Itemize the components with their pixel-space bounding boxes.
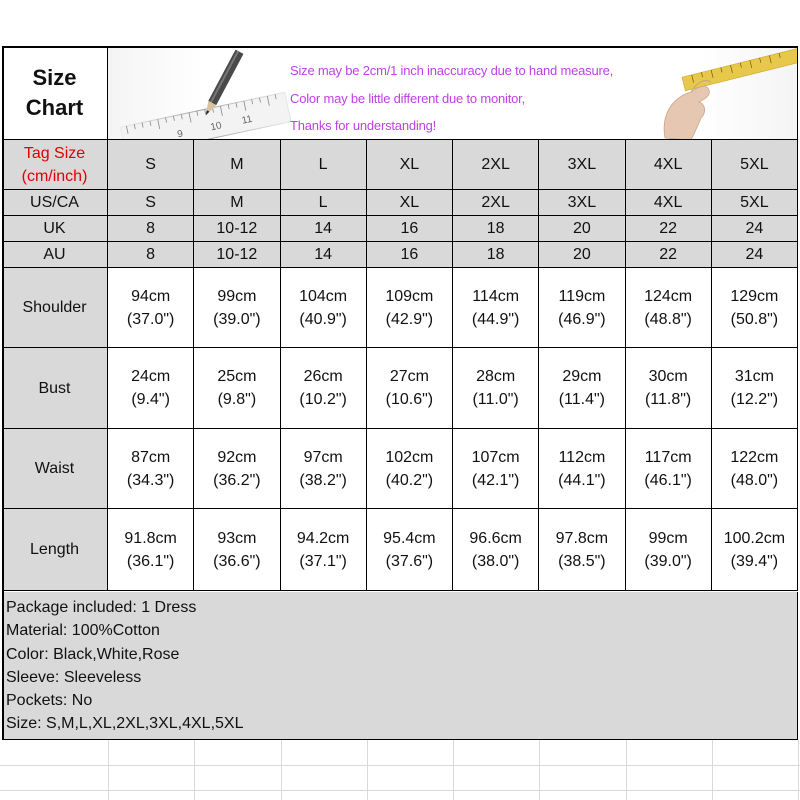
size-cell-value: 2XL <box>481 194 510 211</box>
measure-cell <box>367 348 453 429</box>
size-cell-value: 5XL <box>740 194 769 211</box>
ruler-pencil-icon <box>112 46 292 140</box>
measure-inch-value: (46.1") <box>644 471 692 489</box>
size-cell-value: L <box>318 156 328 173</box>
size-cell <box>108 190 194 216</box>
measure-inch-value: (9.4") <box>131 391 170 408</box>
ruler-mark-10: 10 <box>209 120 223 134</box>
size-cell-value: XL <box>399 194 420 211</box>
measure-cm-value: 100.2cm <box>723 529 786 547</box>
size-cell-value: S <box>145 194 156 211</box>
measure-cm-value: 91.8cm <box>124 529 177 547</box>
measure-cell <box>281 429 367 509</box>
measure-cm-value: 97cm <box>303 448 343 466</box>
measure-cell <box>453 509 539 591</box>
measure-cm-value: 27cm <box>389 368 429 385</box>
measure-cell <box>194 348 280 429</box>
hand-tape-measure-icon <box>647 46 797 140</box>
size-cell <box>108 140 194 190</box>
gridline-vertical <box>712 740 713 800</box>
gridline-vertical <box>539 740 540 800</box>
measure-cell <box>108 429 194 509</box>
measure-cm-value: 129cm <box>730 287 779 305</box>
measure-inch-value: (11.8") <box>644 391 692 408</box>
size-row-label-text: AU <box>43 246 66 263</box>
size-row-label-text: Tag Size <box>23 144 86 162</box>
size-cell <box>539 140 625 190</box>
size-cell-value: 4XL <box>653 156 683 173</box>
measure-inch-value: (38.0") <box>471 552 520 570</box>
size-chart-title-cell <box>2 46 108 140</box>
measure-cm-value: 30cm <box>648 368 688 385</box>
measure-inch-value: (40.9") <box>299 310 347 328</box>
size-cell-value: 10-12 <box>216 220 258 237</box>
size-cell <box>539 190 625 216</box>
size-cell-value: 16 <box>400 246 419 263</box>
measure-cm-value: 96.6cm <box>469 529 522 547</box>
measure-cell <box>539 429 625 509</box>
measure-inch-value: (37.0") <box>126 310 175 328</box>
measure-inch-value: (11.4") <box>558 391 606 408</box>
size-cell <box>453 140 539 190</box>
size-cell-value: S <box>145 156 156 173</box>
size-cell-value: 24 <box>745 246 764 263</box>
measure-row-label <box>2 268 108 348</box>
info-sleeve: Sleeve: Sleeveless <box>6 668 142 686</box>
size-cell-value: 2XL <box>481 156 510 173</box>
size-cell <box>194 216 280 242</box>
measure-row-label <box>2 429 108 509</box>
measure-inch-value: (37.1") <box>299 552 347 570</box>
size-chart-title-line1: Size <box>32 64 77 90</box>
measure-cm-value: 97.8cm <box>555 529 609 547</box>
notice-line-thanks: Thanks for understanding! <box>290 118 437 133</box>
measure-cell <box>453 348 539 429</box>
size-row-label <box>2 190 108 216</box>
size-cell-value: L <box>318 194 328 211</box>
measure-inch-value: (11.0") <box>472 391 519 408</box>
size-cell <box>712 216 798 242</box>
measure-cm-value: 94.2cm <box>296 529 350 547</box>
measure-cm-value: 25cm <box>217 368 257 385</box>
measurement-notice-banner <box>108 46 798 140</box>
size-row-label <box>2 140 108 190</box>
measure-inch-value: (12.2") <box>730 391 779 408</box>
measure-inch-value: (50.8") <box>730 310 779 328</box>
size-cell <box>626 140 712 190</box>
measure-cm-value: 93cm <box>217 529 257 547</box>
size-cell-value: 5XL <box>740 156 769 173</box>
measure-cell <box>712 429 798 509</box>
size-cell <box>453 190 539 216</box>
gridline-vertical <box>626 740 627 800</box>
measure-inch-value: (48.0") <box>730 471 779 489</box>
measure-row-label <box>2 348 108 429</box>
notice-line-color: Color may be little different due to monitor, <box>290 91 525 106</box>
measure-inch-value: (40.2") <box>385 471 434 489</box>
measure-cm-value: 109cm <box>385 287 434 305</box>
product-info-block <box>2 592 798 740</box>
measure-inch-value: (42.1") <box>471 471 520 489</box>
measure-cm-value: 114cm <box>472 287 520 305</box>
measure-cm-value: 124cm <box>644 287 693 305</box>
size-cell <box>281 190 367 216</box>
info-pockets: Pockets: No <box>6 692 93 710</box>
measure-cell <box>712 348 798 429</box>
measure-inch-value: (10.2") <box>299 391 347 408</box>
measure-cell <box>539 348 625 429</box>
size-cell-value: M <box>230 156 244 173</box>
measure-cell <box>194 429 280 509</box>
size-cell <box>281 216 367 242</box>
size-cell-value: 14 <box>314 246 333 263</box>
measure-inch-value: (46.9") <box>558 310 606 328</box>
measure-cm-value: 29cm <box>562 368 602 385</box>
gridline-vertical <box>194 740 195 800</box>
measure-cell <box>281 509 367 591</box>
size-cell-value: 20 <box>572 220 591 237</box>
size-cell <box>539 216 625 242</box>
measure-label-text: Bust <box>38 379 71 397</box>
measure-cell <box>108 268 194 348</box>
size-cell <box>194 140 280 190</box>
measure-inch-value: (36.6") <box>213 552 261 570</box>
measure-cell <box>367 268 453 348</box>
measure-cell <box>367 429 453 509</box>
measure-cell <box>453 429 539 509</box>
gridline-vertical <box>281 740 282 800</box>
size-cell <box>367 242 453 268</box>
measure-cm-value: 117cm <box>644 448 692 466</box>
measure-cell <box>194 268 280 348</box>
measure-cell <box>626 268 712 348</box>
size-row-label-text: UK <box>43 220 66 237</box>
size-cell <box>539 242 625 268</box>
info-color: Color: Black,White,Rose <box>6 645 180 663</box>
measure-cm-value: 119cm <box>558 287 606 305</box>
gridline-vertical <box>108 740 109 800</box>
measure-cm-value: 26cm <box>303 368 343 385</box>
size-cell-value: 22 <box>659 220 678 237</box>
size-cell <box>626 216 712 242</box>
measure-inch-value: (39.0") <box>644 552 692 570</box>
measure-cell <box>194 509 280 591</box>
measure-inch-value: (44.9") <box>471 310 520 328</box>
measure-cm-value: 87cm <box>131 448 171 466</box>
measure-cell <box>281 348 367 429</box>
measure-cell <box>539 268 625 348</box>
size-cell <box>281 140 367 190</box>
size-cell <box>194 190 280 216</box>
size-cell-value: XL <box>399 156 420 173</box>
size-row-label <box>2 242 108 268</box>
measure-cell <box>453 268 539 348</box>
size-cell <box>281 242 367 268</box>
size-cell <box>367 140 453 190</box>
size-cell-value: 16 <box>400 220 419 237</box>
size-cell-value: 18 <box>486 246 505 263</box>
measure-inch-value: (44.1") <box>558 471 606 489</box>
measure-cm-value: 102cm <box>385 448 434 466</box>
size-cell-value: 3XL <box>567 194 597 211</box>
size-chart-title-line2: Chart <box>25 94 84 120</box>
measure-cell <box>108 348 194 429</box>
ruler-mark-11: 11 <box>240 113 254 127</box>
measure-cell <box>108 509 194 591</box>
measure-cm-value: 112cm <box>558 448 606 466</box>
measure-cm-value: 104cm <box>299 287 348 305</box>
size-cell-value: 20 <box>572 246 591 263</box>
measure-inch-value: (10.6") <box>385 391 434 408</box>
size-cell <box>367 216 453 242</box>
size-cell <box>712 190 798 216</box>
measure-inch-value: (39.4") <box>730 552 779 570</box>
measure-inch-value: (36.2") <box>213 471 261 489</box>
size-cell <box>194 242 280 268</box>
measure-cm-value: 107cm <box>471 448 520 466</box>
gridline-vertical <box>453 740 454 800</box>
measure-cell <box>281 268 367 348</box>
measure-label-text: Length <box>30 541 79 558</box>
gridline-vertical <box>367 740 368 800</box>
size-cell <box>453 242 539 268</box>
info-material: Material: 100%Cotton <box>6 622 160 640</box>
size-cell-value: 18 <box>486 220 505 237</box>
size-row-label-text: US/CA <box>30 194 79 211</box>
size-cell <box>712 242 798 268</box>
measure-inch-value: (48.8") <box>644 310 692 328</box>
gridline-horizontal <box>0 790 800 791</box>
measure-cell <box>712 268 798 348</box>
measure-label-text: Waist <box>34 460 75 477</box>
size-cell-value: M <box>230 194 244 211</box>
gridline-vertical <box>798 740 799 800</box>
size-cell-value: 4XL <box>653 194 683 211</box>
measure-inch-value: (42.9") <box>385 310 434 328</box>
size-cell-value: 3XL <box>567 156 597 173</box>
measure-inch-value: (34.3") <box>126 471 175 489</box>
measure-inch-value: (39.0") <box>213 310 261 328</box>
measure-cm-value: 28cm <box>476 368 516 385</box>
size-cell <box>367 190 453 216</box>
size-chart-table <box>2 46 798 740</box>
ruler-mark-9: 9 <box>176 128 185 140</box>
size-row-label <box>2 216 108 242</box>
measure-inch-value: (38.5") <box>558 552 606 570</box>
measure-cm-value: 122cm <box>730 448 779 466</box>
measure-cm-value: 99cm <box>217 287 257 305</box>
measure-cm-value: 24cm <box>131 368 171 385</box>
measure-row-label <box>2 509 108 591</box>
size-cell <box>626 190 712 216</box>
measure-inch-value: (36.1") <box>126 552 175 570</box>
info-size: Size: S,M,L,XL,2XL,3XL,4XL,5XL <box>6 715 244 733</box>
measure-cell <box>367 509 453 591</box>
measure-cell <box>626 348 712 429</box>
gridline-horizontal <box>0 765 800 766</box>
measure-cm-value: 99cm <box>648 529 688 547</box>
size-cell-value: 8 <box>146 246 156 263</box>
size-cell-value: 8 <box>146 220 156 237</box>
size-cell <box>712 140 798 190</box>
measure-cell <box>712 509 798 591</box>
measure-inch-value: (38.2") <box>299 471 347 489</box>
size-cell <box>108 216 194 242</box>
size-cell-value: 14 <box>314 220 333 237</box>
measure-cm-value: 31cm <box>734 368 774 385</box>
size-cell-value: 10-12 <box>216 246 258 263</box>
info-package: Package included: 1 Dress <box>6 599 197 616</box>
measure-cm-value: 94cm <box>131 287 171 305</box>
measure-inch-value: (37.6") <box>385 552 434 570</box>
measure-inch-value: (9.8") <box>217 391 257 408</box>
size-cell <box>626 242 712 268</box>
measure-cm-value: 92cm <box>217 448 257 466</box>
size-cell-value: 24 <box>745 220 764 237</box>
measure-cell <box>626 429 712 509</box>
notice-line-hand-measure: Size may be 2cm/1 inch inaccuracy due to hand measure, <box>290 63 614 78</box>
size-cell <box>453 216 539 242</box>
measure-cell <box>626 509 712 591</box>
size-row-label-subtext: (cm/inch) <box>21 167 88 185</box>
measure-label-text: Shoulder <box>22 299 87 316</box>
measure-cm-value: 95.4cm <box>383 529 436 547</box>
measure-cell <box>539 509 625 591</box>
size-cell <box>108 242 194 268</box>
size-cell-value: 22 <box>659 246 678 263</box>
